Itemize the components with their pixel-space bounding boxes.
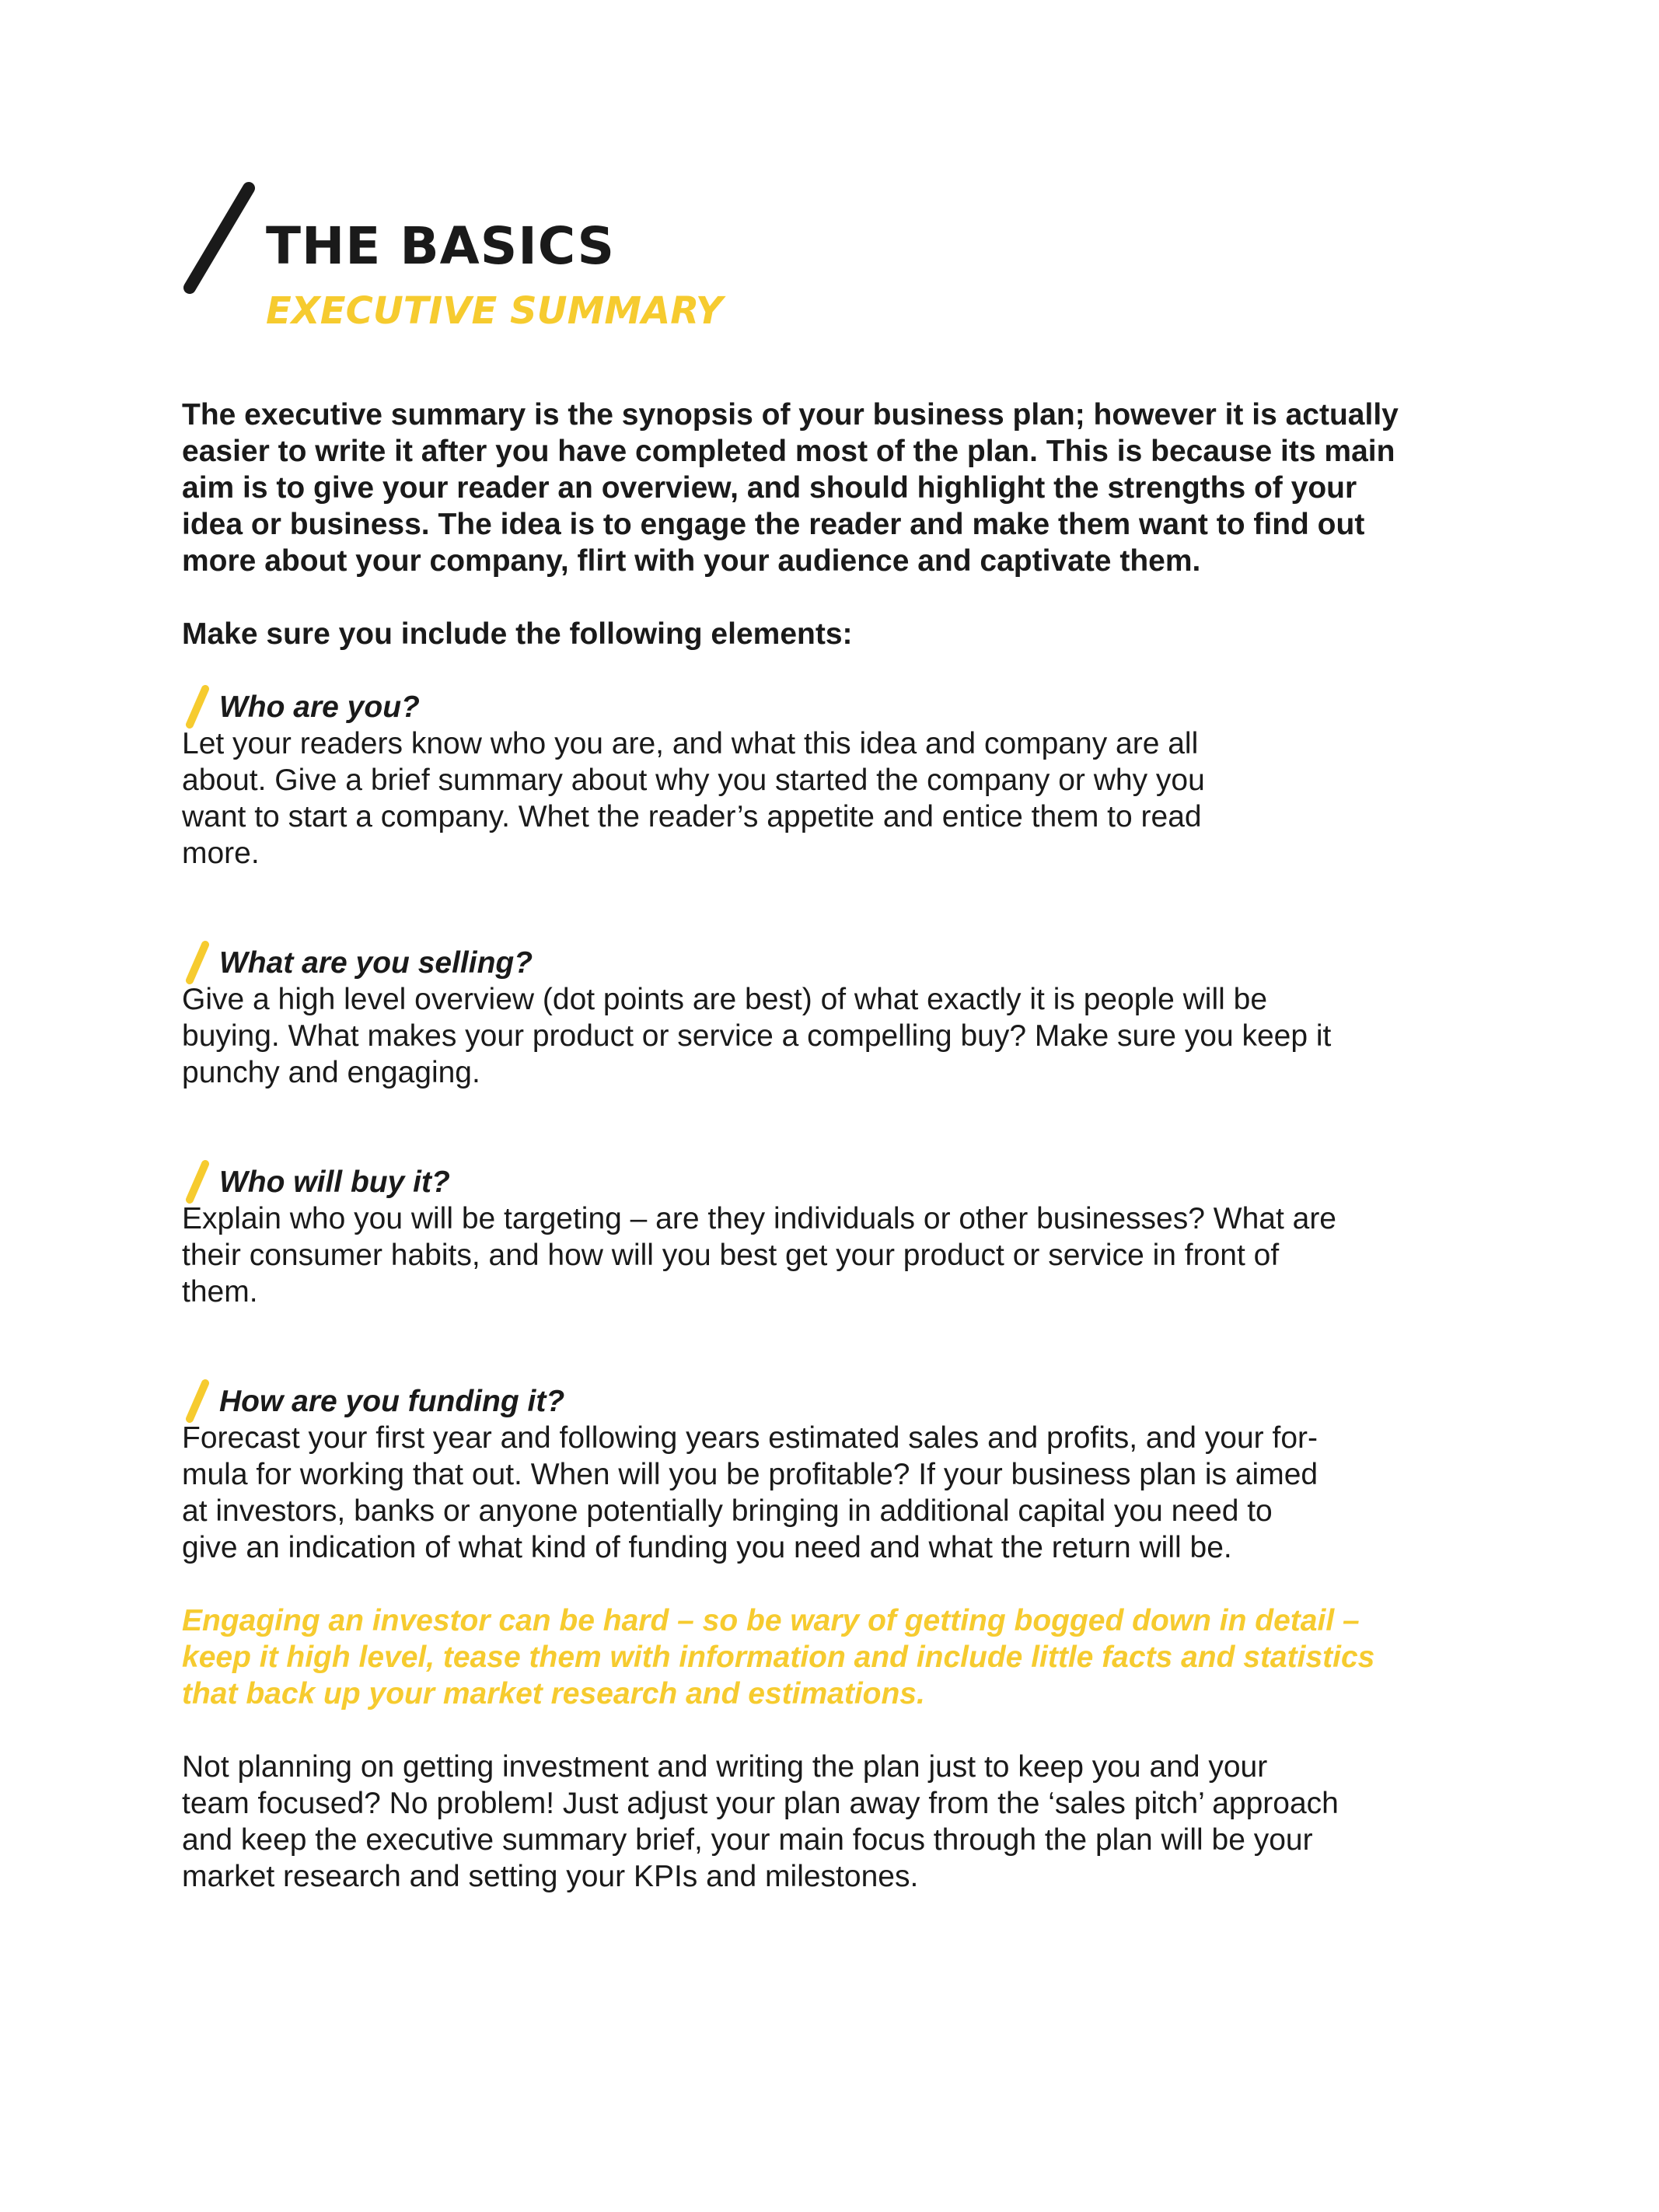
section-who-will-buy-it	[182, 1164, 1504, 1310]
section-heading-text: Who are you?	[219, 690, 420, 724]
section-who-are-you	[182, 689, 1504, 872]
section-heading	[182, 1164, 1504, 1200]
section-paragraph	[182, 1420, 1504, 1566]
callout-paragraph	[182, 1602, 1504, 1712]
callout-line: Engaging an investor can be hard – so be wary of getting bogged down in detail –	[182, 1604, 1360, 1637]
section-line: their consumer habits, and how will you best get your product or service in front of	[182, 1239, 1280, 1272]
section-heading	[182, 689, 1504, 725]
yellow-slash-icon	[182, 938, 213, 987]
section-line: buying. What makes your product or service a compelling buy? Make sure you keep it	[182, 1019, 1332, 1053]
intro-line: idea or business. The idea is to engage the reader and make them want to find out	[182, 508, 1365, 541]
intro-paragraph	[182, 397, 1504, 579]
callout-line: that back up your market research and estimations.	[182, 1677, 925, 1711]
slash-icon	[180, 180, 258, 295]
section-line: them.	[182, 1275, 258, 1309]
section-heading-text: How are you funding it?	[219, 1385, 565, 1418]
section-line: more.	[182, 837, 260, 870]
intro-line: easier to write it after you have completed most of the plan. This is because its main	[182, 435, 1395, 468]
section-line: punchy and engaging.	[182, 1056, 480, 1089]
intro-line: The executive summary is the synopsis of your business plan; however it is actually	[182, 398, 1399, 432]
section-line: mula for working that out. When will you be profitable? If your business plan is aimed	[182, 1458, 1318, 1491]
intro-line: aim is to give your reader an overview, and should highlight the strengths of your	[182, 471, 1357, 505]
section-line: about. Give a brief summary about why you started the company or why you	[182, 764, 1205, 797]
lead-sentence: Make sure you include the following elements:	[182, 617, 853, 651]
page-subtitle: EXECUTIVE SUMMARY	[266, 289, 723, 333]
section-paragraph	[182, 981, 1504, 1091]
section-line: Give a high level overview (dot points are best) of what exactly it is people will be	[182, 983, 1268, 1016]
closing-line: market research and setting your KPIs and milestones.	[182, 1860, 919, 1893]
closing-line: and keep the executive summary brief, your main focus through the plan will be your	[182, 1823, 1313, 1857]
section-heading	[182, 945, 1504, 981]
section-line: give an indication of what kind of funding you need and what the return will be.	[182, 1531, 1232, 1564]
section-line: Let your readers know who you are, and what this idea and company are all	[182, 727, 1199, 760]
section-heading	[182, 1383, 1504, 1420]
section-line: at investors, banks or anyone potentially bringing in additional capital you need to	[182, 1494, 1273, 1528]
page-title: THE BASICS	[266, 216, 615, 276]
section-how-are-you-funding-it	[182, 1383, 1504, 1566]
document-body	[182, 397, 1504, 1895]
section-line: want to start a company. Whet the reader’s appetite and entice them to read	[182, 800, 1202, 833]
yellow-slash-icon	[182, 683, 213, 731]
yellow-slash-icon	[182, 1377, 213, 1425]
section-line: Forecast your first year and following years estimated sales and profits, and your for-	[182, 1421, 1318, 1455]
closing-line: Not planning on getting investment and writing the plan just to keep you and your	[182, 1750, 1268, 1784]
closing-line: team focused? No problem! Just adjust your plan away from the ‘sales pitch’ approach	[182, 1787, 1339, 1820]
intro-line: more about your company, flirt with your audience and captivate them.	[182, 544, 1201, 578]
section-what-are-you-selling	[182, 945, 1504, 1091]
section-heading-text: What are you selling?	[219, 946, 533, 980]
section-line: Explain who you will be targeting – are they individuals or other businesses? What are	[182, 1202, 1336, 1235]
section-paragraph	[182, 725, 1504, 872]
section-heading-text: Who will buy it?	[219, 1165, 450, 1199]
closing-paragraph	[182, 1749, 1504, 1895]
section-paragraph	[182, 1200, 1504, 1310]
yellow-slash-icon	[182, 1158, 213, 1206]
callout-line: keep it high level, tease them with information and include little facts and statistics	[182, 1641, 1375, 1674]
